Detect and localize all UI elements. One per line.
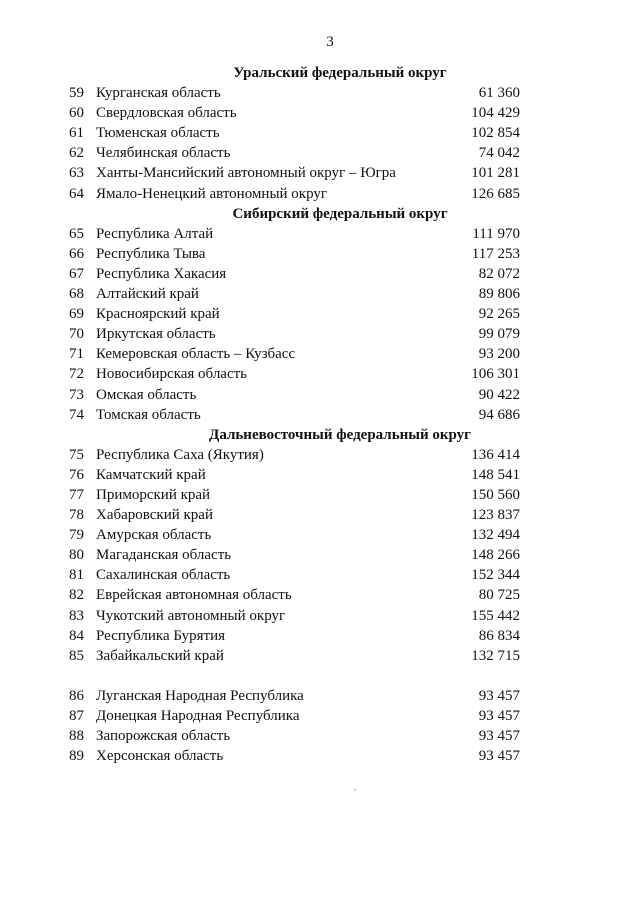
region-name: Приморский край xyxy=(96,486,211,503)
table-row xyxy=(0,626,640,646)
table-row xyxy=(0,143,640,163)
row-number: 62 xyxy=(69,145,84,162)
table-row xyxy=(0,405,640,425)
table-row xyxy=(0,123,640,143)
row-number: 71 xyxy=(69,346,84,363)
region-name: Чукотский автономный округ xyxy=(96,607,286,624)
region-name: Магаданская область xyxy=(96,547,232,564)
row-number: 76 xyxy=(69,466,84,483)
row-number: 86 xyxy=(69,687,84,704)
section-gap xyxy=(0,666,640,686)
region-value: 99 079 xyxy=(478,326,520,343)
row-number: 85 xyxy=(69,647,84,664)
region-name: Новосибирская область xyxy=(96,366,248,383)
region-value: 86 834 xyxy=(478,627,520,644)
region-value: 93 200 xyxy=(478,346,520,363)
row-number: 64 xyxy=(69,185,84,202)
region-value: 93 457 xyxy=(478,748,520,765)
region-value: 132 494 xyxy=(471,527,520,544)
region-value: 123 837 xyxy=(471,507,520,524)
table-row xyxy=(0,304,640,324)
row-number: 70 xyxy=(69,326,84,343)
region-name: Амурская область xyxy=(96,527,212,544)
table-row xyxy=(0,445,640,465)
table-row xyxy=(0,244,640,264)
region-name: Томская область xyxy=(96,406,201,423)
row-number: 72 xyxy=(69,366,84,383)
region-value: 93 457 xyxy=(478,707,520,724)
table-row xyxy=(0,726,640,746)
row-number: 89 xyxy=(69,748,84,765)
region-name: Республика Тыва xyxy=(96,245,206,262)
region-value: 89 806 xyxy=(478,286,520,303)
table-row xyxy=(0,505,640,525)
row-number: 77 xyxy=(69,486,84,503)
table-row xyxy=(0,746,640,766)
region-value: 74 042 xyxy=(478,145,520,162)
table-row xyxy=(0,646,640,666)
region-value: 148 541 xyxy=(471,466,520,483)
region-value: 82 072 xyxy=(478,265,520,282)
table-row xyxy=(0,706,640,726)
region-value: 90 422 xyxy=(478,386,520,403)
region-name: Луганская Народная Республика xyxy=(96,687,304,704)
table-row xyxy=(0,545,640,565)
table-row xyxy=(0,184,640,204)
scan-speck xyxy=(354,789,356,791)
table-row xyxy=(0,284,640,304)
region-name: Омская область xyxy=(96,386,197,403)
region-name: Кемеровская область – Кузбасс xyxy=(96,346,296,363)
table-row xyxy=(0,224,640,244)
region-value: 111 970 xyxy=(472,225,520,242)
row-number: 67 xyxy=(69,265,84,282)
row-number: 82 xyxy=(69,587,84,604)
region-name: Курганская область xyxy=(96,85,221,102)
region-value: 106 301 xyxy=(471,366,520,383)
region-name: Донецкая Народная Республика xyxy=(96,707,300,724)
row-number: 69 xyxy=(69,306,84,323)
table-row xyxy=(0,585,640,605)
region-name: Камчатский край xyxy=(96,466,206,483)
row-number: 88 xyxy=(69,728,84,744)
row-number: 61 xyxy=(69,125,84,142)
page-number: 3 xyxy=(326,34,334,50)
table-row xyxy=(0,344,640,364)
region-value: 101 281 xyxy=(471,165,520,182)
region-name: Забайкальский край xyxy=(96,647,224,664)
row-number: 59 xyxy=(69,85,84,102)
region-value: 136 414 xyxy=(471,446,520,463)
region-name: Иркутская область xyxy=(96,326,216,343)
district-header-label: Дальневосточный федеральный округ xyxy=(209,426,471,443)
region-value: 93 457 xyxy=(478,687,520,704)
district-header xyxy=(0,204,640,224)
region-name: Свердловская область xyxy=(96,105,237,122)
row-number: 73 xyxy=(69,386,84,403)
region-name: Республика Саха (Якутия) xyxy=(96,446,264,463)
table-row xyxy=(0,606,640,626)
table-row xyxy=(0,264,640,284)
region-value: 148 266 xyxy=(471,547,520,564)
region-value: 92 265 xyxy=(478,306,520,323)
row-number: 74 xyxy=(69,406,84,423)
region-value: 94 686 xyxy=(478,406,520,423)
region-name: Сахалинская область xyxy=(96,567,231,584)
region-name: Ямало-Ненецкий автономный округ xyxy=(96,185,328,202)
region-value: 104 429 xyxy=(471,105,520,122)
row-number: 84 xyxy=(69,627,84,644)
row-number: 65 xyxy=(69,225,84,242)
row-number: 83 xyxy=(69,607,84,624)
row-number: 80 xyxy=(69,547,84,564)
table-row xyxy=(0,324,640,344)
row-number: 75 xyxy=(69,446,84,463)
row-number: 81 xyxy=(69,567,84,584)
region-value: 155 442 xyxy=(471,607,520,624)
table-row xyxy=(0,364,640,384)
region-name: Еврейская автономная область xyxy=(96,587,292,604)
region-name: Хабаровский край xyxy=(96,507,213,524)
table-row xyxy=(0,565,640,585)
row-number: 79 xyxy=(69,527,84,544)
region-value: 61 360 xyxy=(478,85,520,102)
region-name: Ханты-Мансийский автономный округ – Югра xyxy=(96,165,396,182)
table-row xyxy=(0,385,640,405)
row-number: 78 xyxy=(69,507,84,524)
row-number: 63 xyxy=(69,165,84,182)
region-name: Алтайский край xyxy=(96,286,199,303)
district-header-label: Уральский федеральный округ xyxy=(233,65,447,81)
region-name: Республика Алтай xyxy=(96,225,214,242)
region-value: 152 344 xyxy=(471,567,520,584)
table-row xyxy=(0,83,640,103)
region-name: Республика Бурятия xyxy=(96,627,226,644)
region-value: 132 715 xyxy=(471,647,520,664)
region-value: 80 725 xyxy=(478,587,520,604)
district-header xyxy=(0,425,640,445)
row-number: 66 xyxy=(69,245,84,262)
regions-table xyxy=(0,63,640,766)
table-row xyxy=(0,525,640,545)
region-name: Челябинская область xyxy=(96,145,231,162)
row-number: 87 xyxy=(69,707,84,724)
table-row xyxy=(0,686,640,706)
region-value: 150 560 xyxy=(471,486,520,503)
region-value: 102 854 xyxy=(471,125,520,142)
table-row xyxy=(0,485,640,505)
region-name: Запорожская область xyxy=(96,728,231,744)
district-header xyxy=(0,63,640,83)
region-name: Херсонская область xyxy=(96,748,224,765)
region-value: 93 457 xyxy=(478,728,520,744)
row-number: 68 xyxy=(69,286,84,303)
region-name: Республика Хакасия xyxy=(96,265,227,282)
region-name: Красноярский край xyxy=(96,306,220,323)
table-row xyxy=(0,465,640,485)
table-row xyxy=(0,103,640,123)
region-value: 117 253 xyxy=(471,245,520,262)
region-value: 126 685 xyxy=(471,185,520,202)
region-name: Тюменская область xyxy=(96,125,220,142)
row-number: 60 xyxy=(69,105,84,122)
district-header-label: Сибирский федеральный округ xyxy=(232,205,448,222)
table-row xyxy=(0,163,640,183)
